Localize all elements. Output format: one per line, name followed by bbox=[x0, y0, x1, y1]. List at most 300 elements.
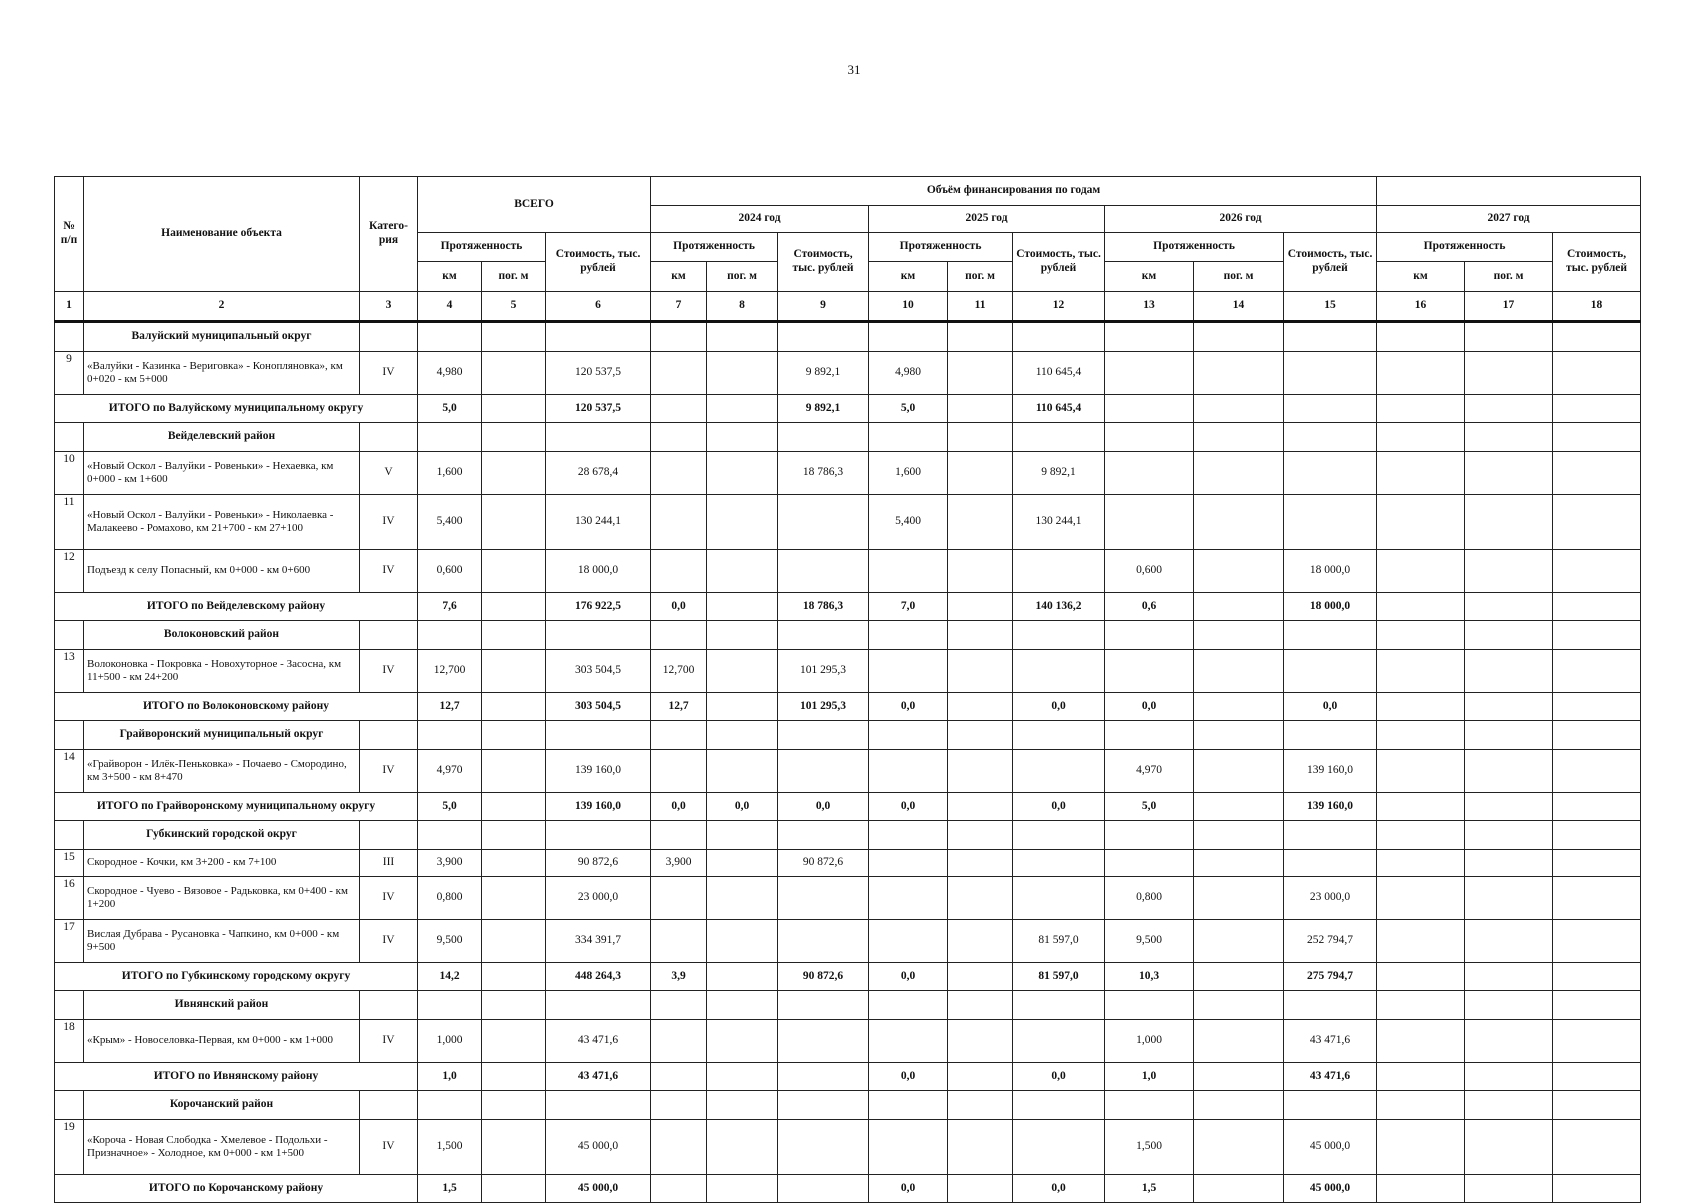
total-label: ИТОГО по Ивнянскому району bbox=[55, 1063, 418, 1091]
empty-cell bbox=[948, 821, 1013, 850]
empty-cell bbox=[1377, 991, 1465, 1020]
object-name: «Короча - Новая Слободка - Хмелевое - Подольхи - Призначное» - Холодное, км 0+000 - км 1+500 bbox=[84, 1120, 360, 1175]
column-number: 9 bbox=[778, 292, 869, 322]
total-value-cell bbox=[707, 963, 778, 991]
total-value-cell: 10,3 bbox=[1105, 963, 1194, 991]
empty-cell bbox=[546, 821, 651, 850]
value-cell bbox=[482, 550, 546, 593]
table-row bbox=[55, 850, 1641, 877]
total-value-cell bbox=[1553, 395, 1641, 423]
empty-cell bbox=[869, 1091, 948, 1120]
total-value-cell: 303 504,5 bbox=[546, 693, 651, 721]
table-row bbox=[55, 750, 1641, 793]
value-cell bbox=[482, 495, 546, 550]
empty-cell bbox=[418, 322, 482, 352]
value-cell bbox=[1194, 1120, 1284, 1175]
value-cell: 4,980 bbox=[869, 352, 948, 395]
value-cell bbox=[1194, 750, 1284, 793]
empty-cell bbox=[948, 621, 1013, 650]
empty-cell bbox=[651, 621, 707, 650]
header-cost: Стоимость, тыс. рублей bbox=[778, 233, 869, 292]
table-row bbox=[55, 1120, 1641, 1175]
empty-cell bbox=[482, 991, 546, 1020]
row-number: 16 bbox=[55, 877, 84, 920]
value-cell bbox=[707, 877, 778, 920]
category-cell: IV bbox=[360, 1120, 418, 1175]
empty-cell bbox=[1013, 322, 1105, 352]
total-value-cell: 110 645,4 bbox=[1013, 395, 1105, 423]
value-cell bbox=[1194, 495, 1284, 550]
total-label: ИТОГО по Грайворонскому муниципальному округу bbox=[55, 793, 418, 821]
column-number: 1 bbox=[55, 292, 84, 322]
empty-cell bbox=[1194, 621, 1284, 650]
category-cell: IV bbox=[360, 877, 418, 920]
category-cell: IV bbox=[360, 920, 418, 963]
value-cell bbox=[1377, 1120, 1465, 1175]
column-number: 10 bbox=[869, 292, 948, 322]
total-value-cell bbox=[1194, 395, 1284, 423]
category-cell: IV bbox=[360, 550, 418, 593]
value-cell: 5,400 bbox=[418, 495, 482, 550]
value-cell: 1,000 bbox=[418, 1020, 482, 1063]
region-row bbox=[55, 322, 1641, 352]
empty-cell bbox=[1194, 423, 1284, 452]
value-cell bbox=[1013, 550, 1105, 593]
column-number: 7 bbox=[651, 292, 707, 322]
total-value-cell: 7,6 bbox=[418, 593, 482, 621]
total-value-cell bbox=[707, 593, 778, 621]
value-cell bbox=[482, 750, 546, 793]
value-cell: 9,500 bbox=[418, 920, 482, 963]
total-value-cell bbox=[1194, 1175, 1284, 1203]
value-cell: 334 391,7 bbox=[546, 920, 651, 963]
total-value-cell: 0,0 bbox=[1013, 793, 1105, 821]
empty-cell bbox=[1553, 821, 1641, 850]
value-cell bbox=[707, 495, 778, 550]
header-pog-m: пог. м bbox=[1465, 262, 1553, 292]
value-cell: 4,970 bbox=[1105, 750, 1194, 793]
table-row bbox=[55, 877, 1641, 920]
value-cell: 9 892,1 bbox=[1013, 452, 1105, 495]
total-value-cell: 0,0 bbox=[1013, 1175, 1105, 1203]
total-value-cell bbox=[1194, 593, 1284, 621]
value-cell: 43 471,6 bbox=[546, 1020, 651, 1063]
value-cell bbox=[1465, 495, 1553, 550]
category-cell: IV bbox=[360, 1020, 418, 1063]
empty-cell bbox=[651, 423, 707, 452]
value-cell bbox=[1553, 1020, 1641, 1063]
region-num-cell bbox=[55, 1091, 84, 1120]
header-length: Протяженность bbox=[418, 233, 546, 262]
value-cell bbox=[1105, 850, 1194, 877]
value-cell bbox=[869, 850, 948, 877]
header-km: км bbox=[418, 262, 482, 292]
total-value-cell bbox=[1377, 395, 1465, 423]
total-value-cell bbox=[1377, 793, 1465, 821]
header-length: Протяженность bbox=[1377, 233, 1553, 262]
header-total: ВСЕГО bbox=[418, 177, 651, 233]
value-cell bbox=[1465, 650, 1553, 693]
value-cell bbox=[1465, 550, 1553, 593]
empty-cell bbox=[1553, 322, 1641, 352]
empty-cell bbox=[1465, 322, 1553, 352]
total-value-cell bbox=[482, 1063, 546, 1091]
total-value-cell: 45 000,0 bbox=[1284, 1175, 1377, 1203]
value-cell: 45 000,0 bbox=[546, 1120, 651, 1175]
total-value-cell: 0,0 bbox=[1284, 693, 1377, 721]
total-value-cell bbox=[1284, 395, 1377, 423]
value-cell bbox=[1284, 495, 1377, 550]
object-name: «Новый Оскол - Валуйки - Ровеньки» - Николаевка - Малакеево - Ромахово, км 21+700 - км 27+100 bbox=[84, 495, 360, 550]
empty-cell bbox=[948, 721, 1013, 750]
total-row bbox=[55, 793, 1641, 821]
object-name: Подъезд к селу Попасный, км 0+000 - км 0+600 bbox=[84, 550, 360, 593]
total-value-cell bbox=[482, 963, 546, 991]
total-value-cell: 101 295,3 bbox=[778, 693, 869, 721]
empty-cell bbox=[482, 721, 546, 750]
empty-cell bbox=[1284, 821, 1377, 850]
empty-cell bbox=[1465, 423, 1553, 452]
empty-cell bbox=[1105, 721, 1194, 750]
empty-cell bbox=[1284, 621, 1377, 650]
empty-cell bbox=[1377, 1091, 1465, 1120]
column-number: 4 bbox=[418, 292, 482, 322]
value-cell bbox=[1284, 650, 1377, 693]
total-value-cell bbox=[482, 593, 546, 621]
total-value-cell: 5,0 bbox=[418, 395, 482, 423]
empty-cell bbox=[1377, 621, 1465, 650]
empty-cell bbox=[948, 1091, 1013, 1120]
column-number: 5 bbox=[482, 292, 546, 322]
total-value-cell bbox=[651, 1175, 707, 1203]
value-cell bbox=[1284, 850, 1377, 877]
header-km: км bbox=[651, 262, 707, 292]
total-value-cell: 139 160,0 bbox=[546, 793, 651, 821]
total-value-cell bbox=[482, 1175, 546, 1203]
value-cell bbox=[778, 1020, 869, 1063]
value-cell bbox=[1377, 352, 1465, 395]
total-value-cell: 0,0 bbox=[651, 593, 707, 621]
empty-cell bbox=[707, 1091, 778, 1120]
column-number: 6 bbox=[546, 292, 651, 322]
value-cell bbox=[1194, 850, 1284, 877]
value-cell: 81 597,0 bbox=[1013, 920, 1105, 963]
empty-cell bbox=[360, 322, 418, 352]
value-cell bbox=[1465, 452, 1553, 495]
value-cell bbox=[1377, 750, 1465, 793]
table-row bbox=[55, 452, 1641, 495]
value-cell bbox=[651, 920, 707, 963]
empty-cell bbox=[1105, 821, 1194, 850]
header-km: км bbox=[869, 262, 948, 292]
empty-cell bbox=[778, 1091, 869, 1120]
total-label: ИТОГО по Корочанскому району bbox=[55, 1175, 418, 1203]
value-cell bbox=[1377, 495, 1465, 550]
total-value-cell: 0,0 bbox=[707, 793, 778, 821]
header-num: № п/п bbox=[55, 177, 84, 292]
object-name: Скородное - Кочки, км 3+200 - км 7+100 bbox=[84, 850, 360, 877]
empty-cell bbox=[651, 1091, 707, 1120]
total-value-cell: 45 000,0 bbox=[546, 1175, 651, 1203]
empty-cell bbox=[1284, 1091, 1377, 1120]
value-cell: 1,500 bbox=[1105, 1120, 1194, 1175]
value-cell bbox=[1553, 495, 1641, 550]
empty-cell bbox=[1553, 423, 1641, 452]
empty-cell bbox=[360, 991, 418, 1020]
object-name: «Крым» - Новоселовка-Первая, км 0+000 - км 1+000 bbox=[84, 1020, 360, 1063]
value-cell bbox=[948, 877, 1013, 920]
empty-cell bbox=[482, 821, 546, 850]
value-cell bbox=[1465, 850, 1553, 877]
empty-cell bbox=[1105, 322, 1194, 352]
empty-cell bbox=[546, 721, 651, 750]
total-value-cell: 12,7 bbox=[418, 693, 482, 721]
empty-cell bbox=[1465, 991, 1553, 1020]
value-cell: 4,980 bbox=[418, 352, 482, 395]
total-value-cell: 18 000,0 bbox=[1284, 593, 1377, 621]
value-cell: 1,600 bbox=[418, 452, 482, 495]
value-cell bbox=[1013, 750, 1105, 793]
total-label: ИТОГО по Вейделевскому району bbox=[55, 593, 418, 621]
total-value-cell bbox=[1553, 593, 1641, 621]
total-value-cell: 0,0 bbox=[651, 793, 707, 821]
empty-cell bbox=[1194, 322, 1284, 352]
table-row bbox=[55, 920, 1641, 963]
empty-cell bbox=[1465, 1091, 1553, 1120]
region-num-cell bbox=[55, 821, 84, 850]
total-value-cell: 43 471,6 bbox=[1284, 1063, 1377, 1091]
value-cell bbox=[707, 452, 778, 495]
total-value-cell bbox=[1105, 395, 1194, 423]
region-row bbox=[55, 991, 1641, 1020]
header-cost: Стоимость, тыс. рублей bbox=[1013, 233, 1105, 292]
header-category: Катего-рия bbox=[360, 177, 418, 292]
total-value-cell: 0,0 bbox=[869, 963, 948, 991]
value-cell bbox=[1105, 452, 1194, 495]
total-value-cell bbox=[1465, 693, 1553, 721]
value-cell bbox=[948, 850, 1013, 877]
total-value-cell: 0,0 bbox=[778, 793, 869, 821]
total-value-cell: 0,0 bbox=[869, 1063, 948, 1091]
empty-cell bbox=[778, 322, 869, 352]
empty-cell bbox=[482, 423, 546, 452]
column-number: 8 bbox=[707, 292, 778, 322]
value-cell: 4,970 bbox=[418, 750, 482, 793]
value-cell bbox=[1013, 877, 1105, 920]
table-row bbox=[55, 650, 1641, 693]
row-number: 17 bbox=[55, 920, 84, 963]
value-cell bbox=[869, 650, 948, 693]
value-cell bbox=[707, 1020, 778, 1063]
value-cell bbox=[482, 650, 546, 693]
object-name: «Грайворон - Илёк-Пеньковка» - Почаево - Смородино, км 3+500 - км 8+470 bbox=[84, 750, 360, 793]
empty-cell bbox=[1013, 721, 1105, 750]
value-cell: 3,900 bbox=[651, 850, 707, 877]
total-value-cell: 14,2 bbox=[418, 963, 482, 991]
value-cell: 18 000,0 bbox=[546, 550, 651, 593]
region-num-cell bbox=[55, 322, 84, 352]
value-cell bbox=[482, 452, 546, 495]
empty-cell bbox=[1553, 1091, 1641, 1120]
value-cell: 0,800 bbox=[418, 877, 482, 920]
column-number: 13 bbox=[1105, 292, 1194, 322]
value-cell bbox=[948, 495, 1013, 550]
table-body bbox=[55, 322, 1641, 1203]
value-cell bbox=[1465, 1020, 1553, 1063]
value-cell bbox=[1105, 650, 1194, 693]
value-cell bbox=[707, 920, 778, 963]
total-value-cell bbox=[1377, 1063, 1465, 1091]
column-number: 14 bbox=[1194, 292, 1284, 322]
total-value-cell bbox=[1377, 963, 1465, 991]
total-value-cell: 176 922,5 bbox=[546, 593, 651, 621]
value-cell bbox=[1377, 920, 1465, 963]
region-num-cell bbox=[55, 621, 84, 650]
category-cell: IV bbox=[360, 352, 418, 395]
value-cell bbox=[1553, 750, 1641, 793]
value-cell bbox=[778, 495, 869, 550]
empty-cell bbox=[651, 721, 707, 750]
value-cell bbox=[1553, 850, 1641, 877]
total-value-cell bbox=[1377, 593, 1465, 621]
total-value-cell bbox=[707, 395, 778, 423]
empty-cell bbox=[1377, 721, 1465, 750]
empty-cell bbox=[1013, 991, 1105, 1020]
value-cell bbox=[1465, 750, 1553, 793]
value-cell: 3,900 bbox=[418, 850, 482, 877]
object-name: «Валуйки - Казинка - Вериговка» - Конопляновка», км 0+020 - км 5+000 bbox=[84, 352, 360, 395]
value-cell bbox=[1013, 1120, 1105, 1175]
value-cell bbox=[778, 920, 869, 963]
value-cell bbox=[707, 550, 778, 593]
total-value-cell: 12,7 bbox=[651, 693, 707, 721]
total-row bbox=[55, 1175, 1641, 1203]
total-value-cell bbox=[1194, 693, 1284, 721]
total-value-cell bbox=[948, 1175, 1013, 1203]
total-value-cell bbox=[1465, 593, 1553, 621]
empty-cell bbox=[1284, 721, 1377, 750]
value-cell: 303 504,5 bbox=[546, 650, 651, 693]
total-row bbox=[55, 1063, 1641, 1091]
value-cell bbox=[1553, 1120, 1641, 1175]
empty-cell bbox=[1013, 621, 1105, 650]
total-value-cell: 9 892,1 bbox=[778, 395, 869, 423]
value-cell bbox=[869, 1120, 948, 1175]
total-value-cell bbox=[482, 793, 546, 821]
object-name: Вислая Дубрава - Русановка - Чапкино, км 0+000 - км 9+500 bbox=[84, 920, 360, 963]
header-year-2027: 2027 год bbox=[1377, 206, 1641, 233]
header-cost: Стоимость, тыс. рублей bbox=[1553, 233, 1641, 292]
value-cell bbox=[651, 495, 707, 550]
value-cell bbox=[778, 877, 869, 920]
header-length: Протяженность bbox=[869, 233, 1013, 262]
value-cell bbox=[651, 877, 707, 920]
total-value-cell bbox=[1465, 963, 1553, 991]
value-cell bbox=[1553, 920, 1641, 963]
category-cell: V bbox=[360, 452, 418, 495]
value-cell bbox=[1194, 650, 1284, 693]
value-cell bbox=[1553, 452, 1641, 495]
total-value-cell bbox=[707, 1063, 778, 1091]
header-pog-m: пог. м bbox=[948, 262, 1013, 292]
total-row bbox=[55, 963, 1641, 991]
total-value-cell: 0,0 bbox=[869, 693, 948, 721]
value-cell bbox=[1553, 550, 1641, 593]
empty-cell bbox=[707, 721, 778, 750]
total-row bbox=[55, 693, 1641, 721]
empty-cell bbox=[1377, 821, 1465, 850]
empty-cell bbox=[418, 721, 482, 750]
header-year-2026: 2026 год bbox=[1105, 206, 1377, 233]
value-cell: 5,400 bbox=[869, 495, 948, 550]
total-value-cell bbox=[1465, 1175, 1553, 1203]
category-cell: IV bbox=[360, 750, 418, 793]
total-value-cell: 81 597,0 bbox=[1013, 963, 1105, 991]
empty-cell bbox=[1553, 721, 1641, 750]
header-length: Протяженность bbox=[1105, 233, 1284, 262]
column-number: 16 bbox=[1377, 292, 1465, 322]
value-cell bbox=[1553, 877, 1641, 920]
region-row bbox=[55, 621, 1641, 650]
value-cell: 45 000,0 bbox=[1284, 1120, 1377, 1175]
empty-cell bbox=[1194, 991, 1284, 1020]
value-cell bbox=[1377, 550, 1465, 593]
empty-cell bbox=[778, 991, 869, 1020]
total-value-cell bbox=[948, 963, 1013, 991]
empty-cell bbox=[418, 991, 482, 1020]
column-number: 12 bbox=[1013, 292, 1105, 322]
header-km: км bbox=[1377, 262, 1465, 292]
empty-cell bbox=[869, 621, 948, 650]
column-numbers-row bbox=[55, 292, 1641, 322]
total-value-cell bbox=[1553, 1175, 1641, 1203]
table-row bbox=[55, 550, 1641, 593]
value-cell bbox=[869, 877, 948, 920]
value-cell bbox=[651, 352, 707, 395]
table-row bbox=[55, 495, 1641, 550]
header-cost: Стоимость, тыс. рублей bbox=[1284, 233, 1377, 292]
total-value-cell: 5,0 bbox=[1105, 793, 1194, 821]
region-row bbox=[55, 821, 1641, 850]
value-cell bbox=[1377, 850, 1465, 877]
empty-cell bbox=[546, 1091, 651, 1120]
empty-cell bbox=[651, 821, 707, 850]
value-cell bbox=[1105, 352, 1194, 395]
total-value-cell bbox=[1194, 793, 1284, 821]
value-cell bbox=[707, 650, 778, 693]
empty-cell bbox=[869, 991, 948, 1020]
empty-cell bbox=[1377, 423, 1465, 452]
total-value-cell: 0,6 bbox=[1105, 593, 1194, 621]
value-cell bbox=[948, 1020, 1013, 1063]
total-value-cell bbox=[1553, 1063, 1641, 1091]
value-cell bbox=[1284, 352, 1377, 395]
total-value-cell bbox=[651, 1063, 707, 1091]
empty-cell bbox=[482, 1091, 546, 1120]
column-number: 18 bbox=[1553, 292, 1641, 322]
value-cell: 23 000,0 bbox=[546, 877, 651, 920]
category-cell: IV bbox=[360, 650, 418, 693]
value-cell bbox=[948, 1120, 1013, 1175]
value-cell: 1,000 bbox=[1105, 1020, 1194, 1063]
empty-cell bbox=[1465, 621, 1553, 650]
empty-cell bbox=[482, 621, 546, 650]
value-cell bbox=[948, 352, 1013, 395]
value-cell bbox=[1465, 352, 1553, 395]
empty-cell bbox=[1284, 322, 1377, 352]
total-value-cell: 0,0 bbox=[869, 793, 948, 821]
total-value-cell: 0,0 bbox=[869, 1175, 948, 1203]
